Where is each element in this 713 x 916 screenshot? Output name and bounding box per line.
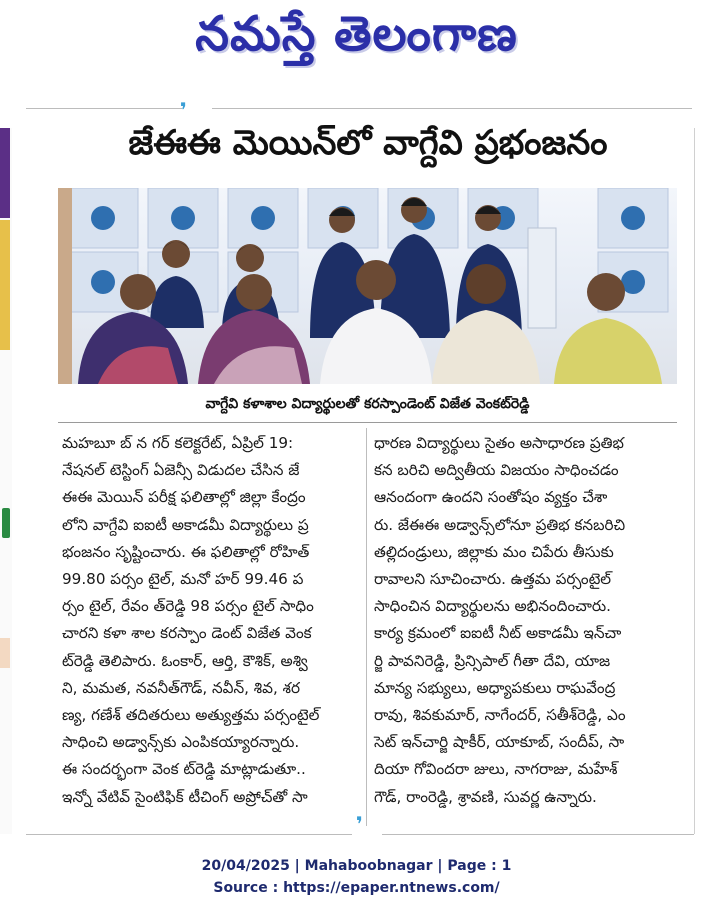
text-line: ని, మమత, నవనీత్‌గౌడ్, నవీన్, శివ, శర (62, 678, 300, 697)
header-rule-right (212, 108, 692, 109)
text-line: సాధించి అడ్వాన్స్‌కు ఎంపికయ్యారన్నారు. (62, 733, 300, 752)
text-line: రు. జేఈఈ అడ్వాన్స్‌లోనూ ప్రతిభ కనబరిచి (374, 515, 626, 534)
text-line: సెట్ ఇన్‌చార్జి షాకీర్, యాకూబ్, సందీప్, సా (374, 733, 625, 752)
newspaper-masthead (0, 0, 713, 80)
text-line: 99.80 పర్సం టైల్, మనో హర్ 99.46 ప (62, 570, 304, 589)
column-divider (366, 428, 367, 826)
text-line: సాధించిన విద్యార్థులను అభినందించారు. (374, 597, 612, 616)
header-rule-left (26, 108, 182, 109)
text-line: ర్సం టైల్, రేవం త్‌రెడ్డి 98 పర్సం టైల్ సాధిం (62, 597, 314, 616)
text-line: చారని కళా శాల కరస్పాం డెంట్ విజేత వెంక (62, 624, 312, 643)
text-line: ఈఈ మెయిన్ పరీక్ష ఫలితాల్లో జిల్లా కేంద్రం (62, 488, 306, 507)
text-line: తల్లిదండ్రులు, జిల్లాకు మం చిపేరు తీసుకు (374, 542, 614, 561)
text-line: ఆనందంగా ఉందని సంతోషం వ్యక్తం చేశా (374, 488, 608, 507)
footer-date-edition: 20/04/2025 | Mahaboobnagar | Page : 1 (201, 858, 512, 874)
text-line: దియా గోవిందరా జులు, నాగరాజు, మహేశ్ (374, 760, 618, 779)
text-line: భంజనం సృష్టించారు. ఈ ఫలితాల్లో రోహిత్ (62, 542, 310, 561)
right-border (694, 128, 695, 834)
text-line: గౌడ్, రాంరెడ్డి, శ్రావణి, సువర్ణ ఉన్నారు. (374, 787, 597, 806)
article-column-right (374, 430, 686, 811)
text-line: ణ్య, గణేశ్ తదితరులు అత్యుత్తమ పర్సంటైల్ (62, 706, 320, 725)
group-photo-image (58, 188, 677, 384)
clip-swoosh-icon: ❜ (180, 98, 187, 122)
text-line: మాన్య సభ్యులు, అధ్యాపకులు రాఘవేంద్ర (374, 678, 616, 697)
text-line: ర్జి పావనిరెడ్డి, ప్రిన్సిపాల్ గీతా దేవి, యాజ (374, 651, 611, 670)
footer-source: Source : https://epaper.ntnews.com/ (213, 880, 500, 896)
masthead-title: నమస్తే తెలంగాణ (195, 6, 518, 62)
text-line: ఈ సందర్భంగా వెంక ట్‌రెడ్డి మాట్లాడుతూ.. (62, 760, 306, 779)
adjacent-clipping-strip (0, 128, 12, 834)
footer-rule-right (382, 834, 694, 835)
text-line: ట్‌రెడ్డి తెలిపారు. ఓంకార్, ఆర్తి, కౌశిక్, అశ్వి (62, 651, 308, 670)
text-line: ధారణ విద్యార్థులు సైతం అసాధారణ ప్రతిభ (374, 434, 624, 452)
photo-caption: వాగ్దేవి కళాశాల విద్యార్థులతో కరస్పాండెంట్ విజేత వెంకట్‌రెడ్డి (58, 386, 677, 423)
article-headline: జేఈఈ మెయిన్‌లో వాగ్దేవి ప్రభంజనం (128, 123, 608, 163)
text-line: ఇన్నో వేటివ్ సైంటిఫిక్ టీచింగ్ అప్రోచ్‌తో సా (62, 787, 308, 806)
text-line: రావు, శివకుమార్, నాగేందర్, సతీశ్‌రెడ్డి, ఎం (374, 706, 626, 725)
text-line: కన బరిచి అద్వితీయ విజయం సాధించడం (374, 461, 619, 480)
article-photo (58, 188, 677, 384)
end-swoosh-icon: ❜ (356, 812, 363, 836)
article-column-left (62, 430, 362, 811)
text-line: మహబూ బ్ న గర్ కలెక్టరేట్, ఏప్రిల్ 19: (62, 434, 294, 452)
text-line: కార్య క్రమంలో ఐఐటీ నీట్ అకాడమీ ఇన్‌చా (374, 624, 622, 643)
text-line: లోని వాగ్దేవి ఐఐటీ అకాడమీ విద్యార్థులు ప్ర (62, 515, 309, 534)
text-line: రావాలని సూచించారు. ఉత్తమ పర్సంటైల్ (374, 570, 612, 589)
text-line: నేషనల్ టెస్టింగ్ ఏజెన్సీ విడుదల చేసిన జే (62, 461, 300, 480)
footer-rule-left (26, 834, 352, 835)
